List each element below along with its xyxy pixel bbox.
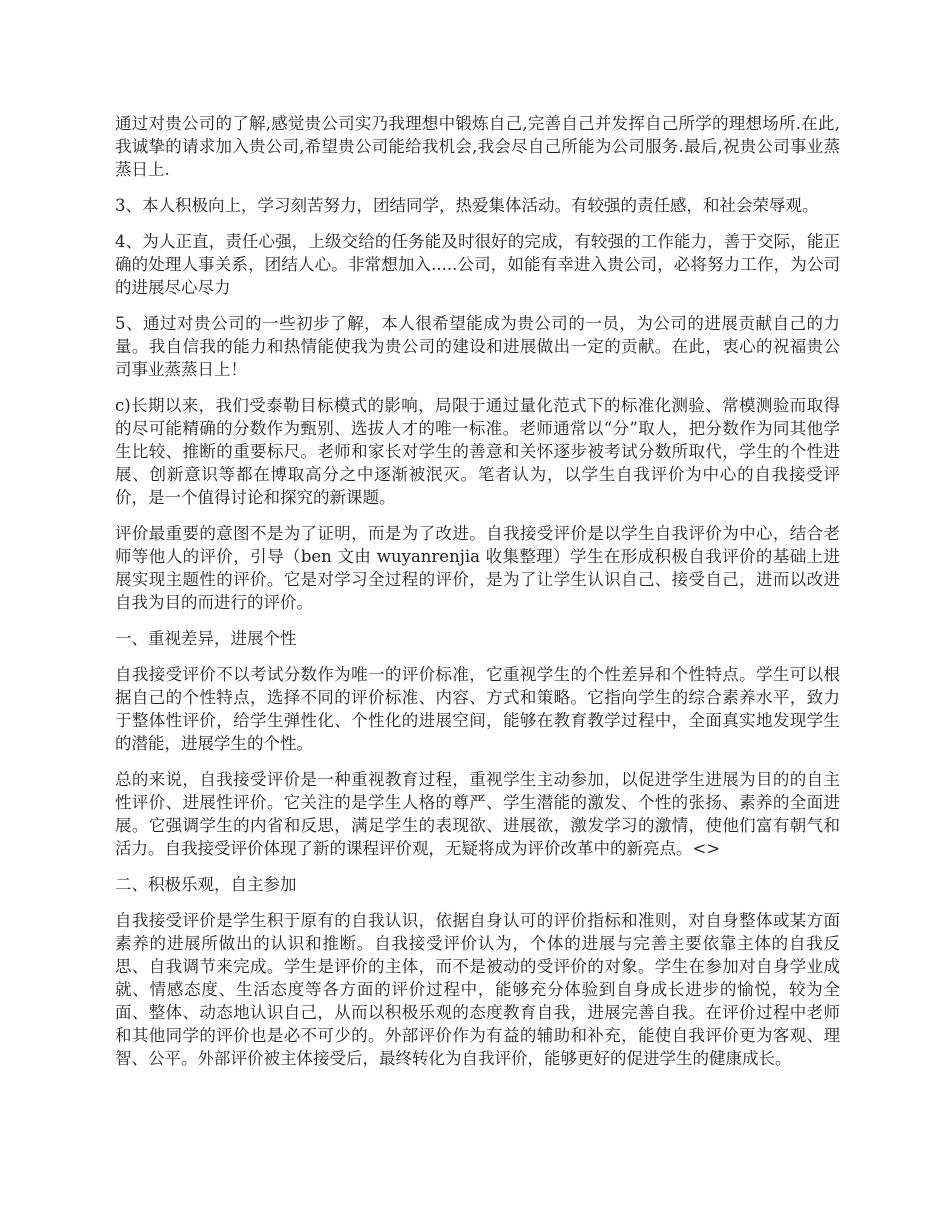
paragraph-self-assessment: 自我接受评价是学生积于原有的自我认识，依据自身认可的评价指标和准则，对自身整体或某方面素养的进展所做出的认识和推断。自我接受评价认为，个体的进展与完善主要依靠主体的自我反思、自我调节来完成。学生是评价的主体，而不是被动的受评价的对象。学生在参加对自身学业成就、情感态度、生活态度等各方面的评价过程中，能够充分体验到自身成长进步的愉悦，较为全面、整体、动态地认识自己，从而以积极乐观的态度教育自我，进展完善自我。在评价过程中老师和其他同学的评价也是必不可少的。外部评价作为有益的辅助和补充，能使自我评价更为客观、理智、公平。外部评价被主体接受后，最终转化为自我评价，能够更好的促进学生的健康成长。: [115, 911, 840, 1068]
paragraph-application-closing: 通过对贵公司的了解,感觉贵公司实乃我理想中锻炼自己,完善自己并发挥自己所学的理想场所.在此,我诚挚的请求加入贵公司,希望贵公司能给我机会,我会尽自己所能为公司服务.最后,祝贵公司事业蒸蒸日上.: [115, 114, 840, 179]
paragraph-summary: 总的来说，自我接受评价是一种重视教育过程，重视学生主动参加，以促进学生进展为目的的自主性评价、进展性评价。它关注的是学生人格的尊严、学生潜能的激发、个性的张扬、素养的全面进展。它强调学生的内省和反思，满足学生的表现欲、进展欲，激发学习的激情，使他们富有朝气和活力。自我接受评价体现了新的课程评价观，无疑将成为评价改革中的新亮点。<>: [115, 770, 840, 858]
paragraph-background: c)长期以来，我们受泰勒目标模式的影响，局限于通过量化范式下的标准化测验、常模测验而取得的尽可能精确的分数作为甄别、选拔人才的唯一标准。老师通常以“分”取人，把分数作为同其他学生比较、推断的重要标尺。老师和家长对学生的善意和关怀逐步被考试分数所取代，学生的个性进展、创新意识等都在博取高分之中逐渐被泯灭。笔者认为，以学生自我评价为中心的自我接受评价，是一个值得讨论和探究的新课题。: [115, 396, 840, 507]
document-page: [115, 112, 840, 1083]
section-heading-2: 二、积极乐观，自主参加: [115, 875, 297, 894]
paragraph-point-3: 3、本人积极向上，学习刻苦努力，团结同学，热爱集体活动。有较强的责任感，和社会荣辱观。: [115, 196, 819, 215]
paragraph-point-4: 4、为人正直，责任心强，上级交给的任务能及时很好的完成，有较强的工作能力，善于交际，能正确的处理人事关系，团结人心。非常想加入.....公司，如能有幸进入贵公司，必将努力工作，为公司的进展尽心尽力: [115, 232, 840, 297]
paragraph-individuality: 自我接受评价不以考试分数作为唯一的评价标准，它重视学生的个性差异和个性特点。学生可以根据自己的个性特点，选择不同的评价标准、内容、方式和策略。它指向学生的综合素养水平，致力于整体性评价，给学生弹性化、个性化的进展空间，能够在教育教学过程中，全面真实地发现学生的潜能，进展学生的个性。: [115, 665, 840, 753]
paragraph-purpose: 评价最重要的意图不是为了证明，而是为了改进。自我接受评价是以学生自我评价为中心，结合老师等他人的评价，引导（ben 文由 wuyanrenjia 收集整理）学生在形成积极自我评价的基础上进展实现主题性的评价。它是对学习全过程的评价，是为了让学生认识自己、接受自己，进而以改进自我为目的而进行的评价。: [115, 524, 840, 612]
paragraph-point-5: 5、通过对贵公司的一些初步了解，本人很希望能成为贵公司的一员，为公司的进展贡献自己的力量。我自信我的能力和热情能使我为贵公司的建设和进展做出一定的贡献。在此，衷心的祝福贵公司事业蒸蒸日上！: [115, 314, 840, 379]
section-heading-1: 一、重视差异，进展个性: [115, 629, 297, 648]
